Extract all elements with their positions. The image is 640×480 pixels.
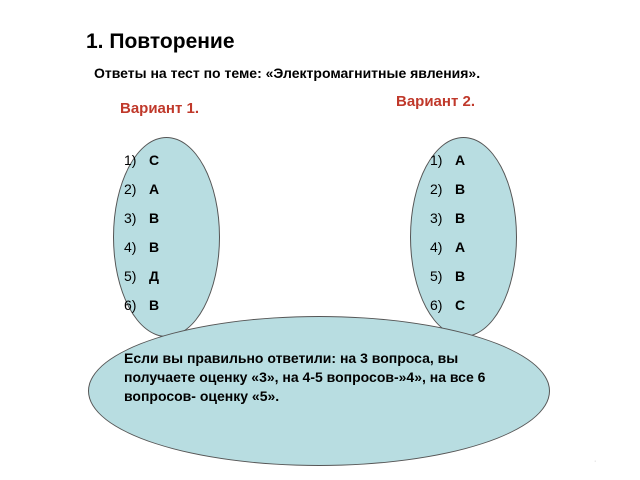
answer-item [124,179,159,208]
answer-value: В [149,239,160,255]
answer-number: 6) [430,297,443,313]
variant-2-title: Вариант 2. [396,93,475,110]
answer-number: 4) [124,239,137,255]
variant-1-title: Вариант 1. [120,100,199,117]
answer-item [124,295,159,324]
answer-item [430,150,465,179]
answer-value: Д [149,268,159,284]
answer-value: В [455,210,466,226]
answer-value: С [455,297,466,313]
answer-value: В [149,210,160,226]
variant-2-answer-list [430,150,465,324]
answer-item [430,179,465,208]
answer-item [124,208,159,237]
grading-note: Если вы правильно ответили: на 3 вопроса, вы получаете оценку «3», на 4-5 вопросов-»4», на все 6 вопросов- оценку «5». [124,350,486,404]
answer-number: 5) [430,268,443,284]
answer-number: 1) [430,152,443,168]
answer-item [430,295,465,324]
decorative-dot: · [594,458,597,465]
variant-1-answer-list [124,150,159,324]
answer-item [124,266,159,295]
answer-number: 1) [124,152,137,168]
answer-number: 3) [124,210,137,226]
answer-number: 4) [430,239,443,255]
page-title: 1. Повторение [86,30,235,53]
answer-item [430,208,465,237]
answer-value: В [149,297,160,313]
answer-number: 2) [124,181,137,197]
answer-number: 6) [124,297,137,313]
answer-number: 3) [430,210,443,226]
answer-value: А [455,239,466,255]
answer-item [124,237,159,266]
answer-value: В [455,181,466,197]
answer-value: В [455,268,466,284]
answer-value: А [455,152,466,168]
answer-number: 2) [430,181,443,197]
answer-value: С [149,152,160,168]
answer-number: 5) [124,268,137,284]
page-subtitle: Ответы на тест по теме: «Электромагнитные явления». [94,65,481,81]
answer-item [430,237,465,266]
answer-item [124,150,159,179]
answer-value: А [149,181,160,197]
answer-item [430,266,465,295]
